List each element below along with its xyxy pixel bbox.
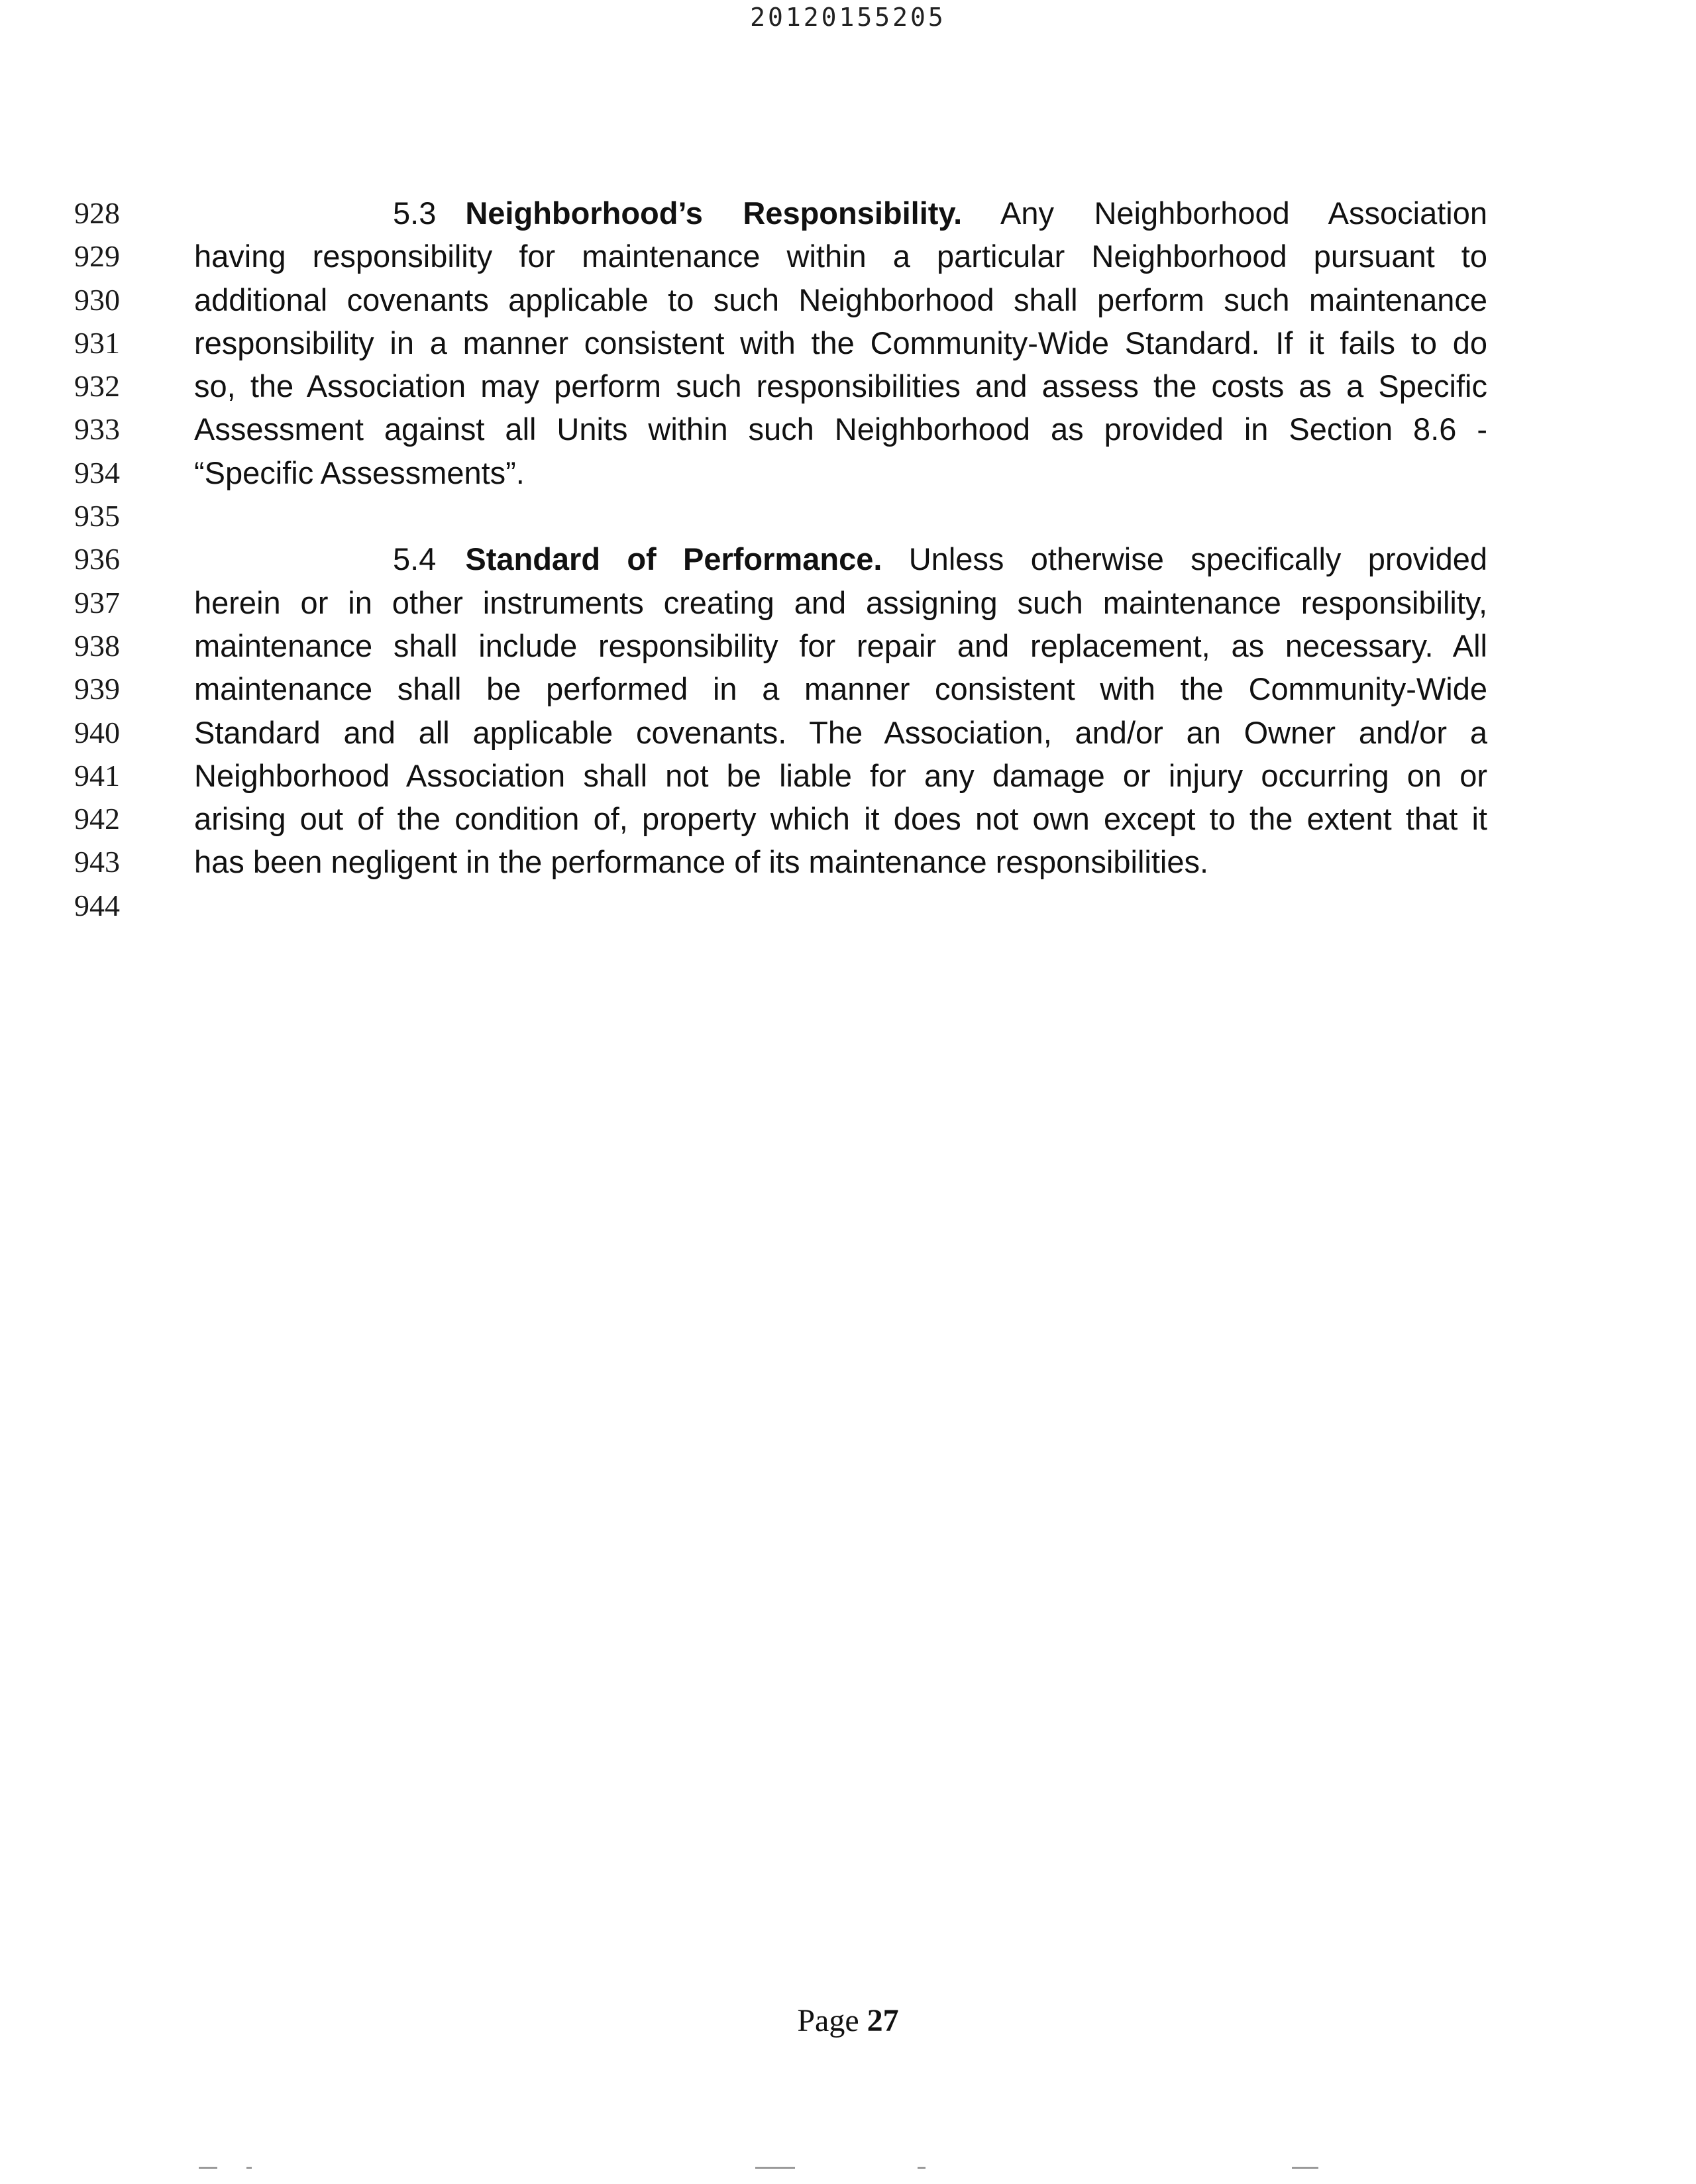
section-first-line-text: Unless otherwise specifically provided	[908, 541, 1487, 577]
document-number: 20120155205	[750, 3, 946, 32]
line-number: 930	[74, 282, 120, 317]
line-number: 941	[74, 758, 120, 792]
section-heading: Neighborhood’s Responsibility.	[465, 195, 963, 231]
paragraph-line: so, the Association may perform such responsibilities and assess the costs as a Specific	[194, 368, 1487, 404]
paragraph-line: has been negligent in the performance of its maintenance responsibilities.	[194, 844, 1209, 880]
section-first-line-text: Any Neighborhood Association	[1000, 195, 1487, 231]
paragraph-line: Neighborhood Association shall not be liable for any damage or injury occurring on or	[194, 757, 1487, 793]
line-number: 940	[74, 715, 120, 749]
section-first-line	[194, 537, 1487, 580]
paragraph-line: having responsibility for maintenance within a particular Neighborhood pursuant to	[194, 239, 1487, 274]
paragraph-line: maintenance shall be performed in a manner consistent with the Community-Wide	[194, 671, 1487, 707]
paragraph-line: Assessment against all Units within such Neighborhood as provided in Section 8.6 -	[194, 411, 1487, 447]
line-number: 932	[74, 369, 120, 404]
section-5-3	[194, 191, 1487, 494]
scan-artifacts	[0, 2167, 1696, 2172]
paragraph-line: arising out of the condition of, property which it does not own except to the extent that it	[194, 801, 1487, 837]
section-number: 5.4	[393, 541, 437, 577]
paragraph-line: responsibility in a manner consistent with the Community-Wide Standard. If it fails to do	[194, 325, 1487, 360]
page-label: Page	[797, 2003, 859, 2038]
paragraph-line: Standard and all applicable covenants. The Association, and/or an Owner and/or a	[194, 714, 1487, 750]
line-number: 938	[74, 628, 120, 663]
line-number: 936	[74, 542, 120, 576]
line-number: 937	[74, 585, 120, 620]
blank-line	[194, 494, 1487, 537]
line-number: 934	[74, 455, 120, 490]
line-number: 943	[74, 845, 120, 879]
section-number: 5.3	[393, 195, 437, 231]
line-number: 935	[74, 499, 120, 533]
page-footer	[0, 2002, 1696, 2039]
page-number: 27	[867, 2003, 899, 2038]
line-number: 944	[74, 888, 120, 922]
paragraph-line: “Specific Assessments”.	[194, 455, 525, 490]
section-heading: Standard of Performance.	[465, 541, 882, 577]
paragraph-line: maintenance shall include responsibility for repair and replacement, as necessary. All	[194, 628, 1487, 663]
document-body	[194, 191, 1487, 884]
line-number: 931	[74, 325, 120, 360]
section-5-4	[194, 537, 1487, 883]
line-number: 933	[74, 412, 120, 447]
section-first-line	[194, 191, 1487, 235]
line-number: 942	[74, 802, 120, 836]
paragraph-line: additional covenants applicable to such Neighborhood shall perform such maintenance	[194, 282, 1487, 317]
line-number: 929	[74, 239, 120, 274]
line-number: 928	[74, 196, 120, 230]
line-number-column	[74, 191, 167, 927]
paragraph-line: herein or in other instruments creating and assigning such maintenance responsibility,	[194, 584, 1487, 620]
line-number: 939	[74, 672, 120, 706]
